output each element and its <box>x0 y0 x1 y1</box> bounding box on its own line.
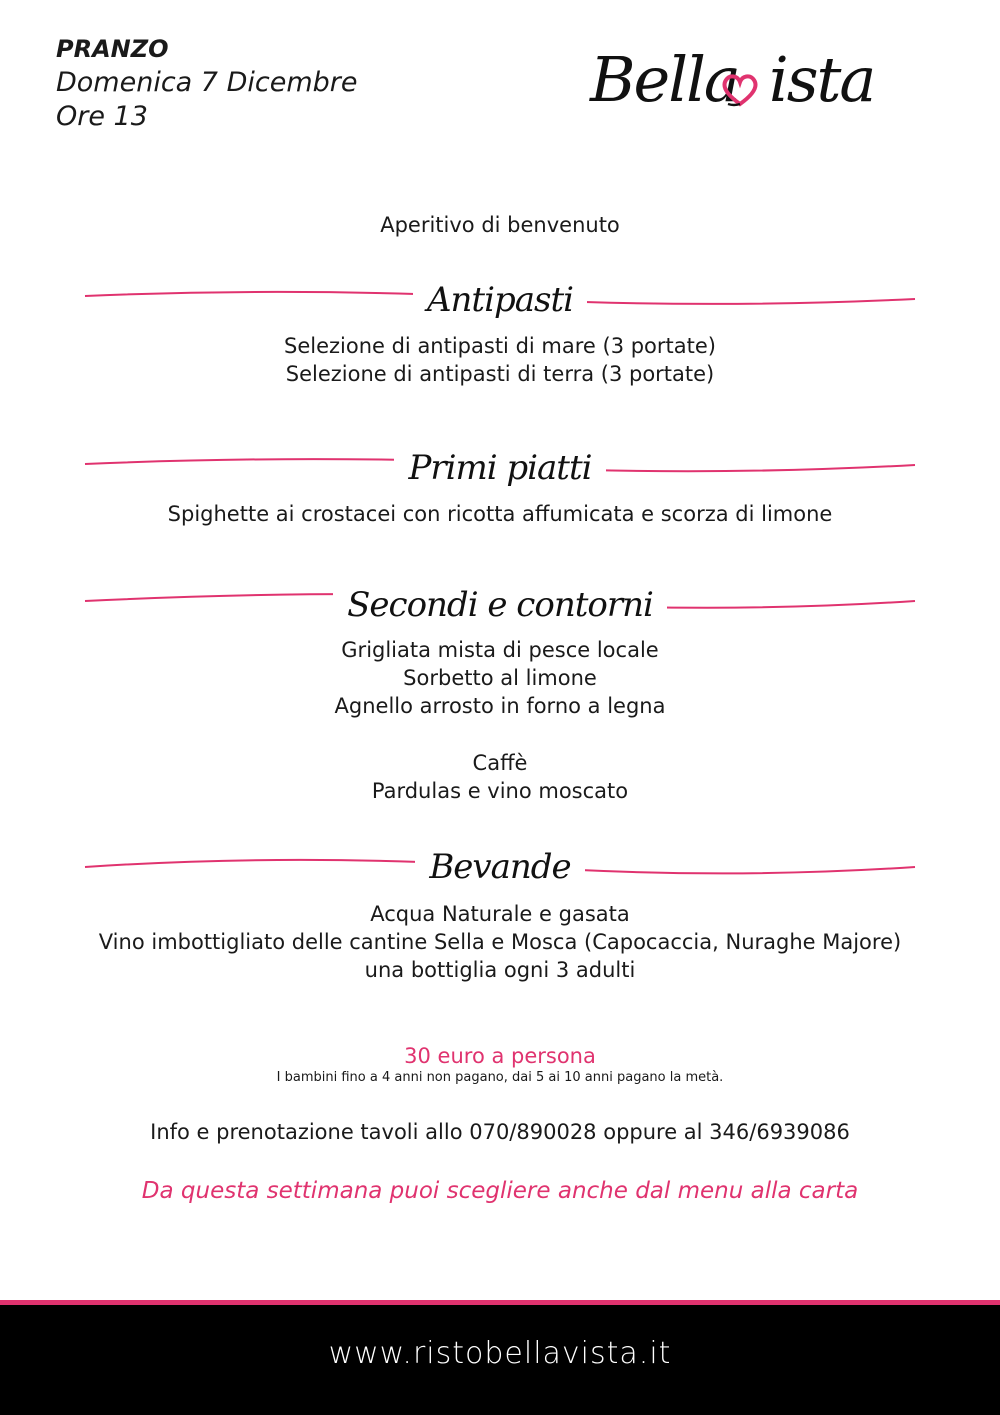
welcome-drink: Aperitivo di benvenuto <box>380 213 620 237</box>
price: 30 euro a persona <box>404 1044 596 1068</box>
price-note: I bambini fino a 4 anni non pagano, dai 5 ai 10 anni pagano la metà. <box>276 1070 724 1085</box>
logo-text: Bella ista <box>590 43 875 116</box>
section-header-primi <box>0 443 1000 493</box>
section-header-bevande <box>0 842 1000 892</box>
menu-item: Sorbetto al limone <box>403 666 597 690</box>
section-title: Secondi e contorni <box>0 580 1000 630</box>
website-link[interactable]: www.ristobellavista.it <box>328 1336 672 1371</box>
menu-item: una bottiglia ogni 3 adulti <box>364 958 636 982</box>
section-title: Antipasti <box>0 275 1000 325</box>
menu-item: Caffè <box>472 751 528 775</box>
heart-icon <box>720 70 760 110</box>
booking-info: Info e prenotazione tavoli allo 070/890028 oppure al 346/6939086 <box>150 1120 850 1144</box>
menu-item: Vino imbottigliato delle cantine Sella e Mosca (Capocaccia, Nuraghe Majore) <box>98 930 902 954</box>
menu-item: Pardulas e vino moscato <box>371 779 629 803</box>
menu-item: Acqua Naturale e gasata <box>370 902 630 926</box>
menu-item: Selezione di antipasti di terra (3 portate) <box>285 362 715 386</box>
promo-text: Da questa settimana puoi scegliere anche dal menu alla carta <box>141 1178 859 1204</box>
menu-item: Agnello arrosto in forno a legna <box>334 694 666 718</box>
menu-item: Spighette ai crostacei con ricotta affumicata e scorza di limone <box>167 502 833 526</box>
section-title: Bevande <box>0 842 1000 892</box>
section-title: Primi piatti <box>0 443 1000 493</box>
menu-item: Grigliata mista di pesce locale <box>341 638 659 662</box>
bellavista-logo <box>590 30 890 130</box>
meal-label: PRANZO <box>56 35 169 63</box>
event-time: Ore 13 <box>56 101 148 132</box>
section-header-secondi <box>0 580 1000 630</box>
menu-item: Selezione di antipasti di mare (3 portate) <box>283 334 716 358</box>
event-info <box>56 32 357 134</box>
footer <box>0 1305 1000 1415</box>
event-date: Domenica 7 Dicembre <box>56 67 358 98</box>
section-header-antipasti <box>0 275 1000 325</box>
